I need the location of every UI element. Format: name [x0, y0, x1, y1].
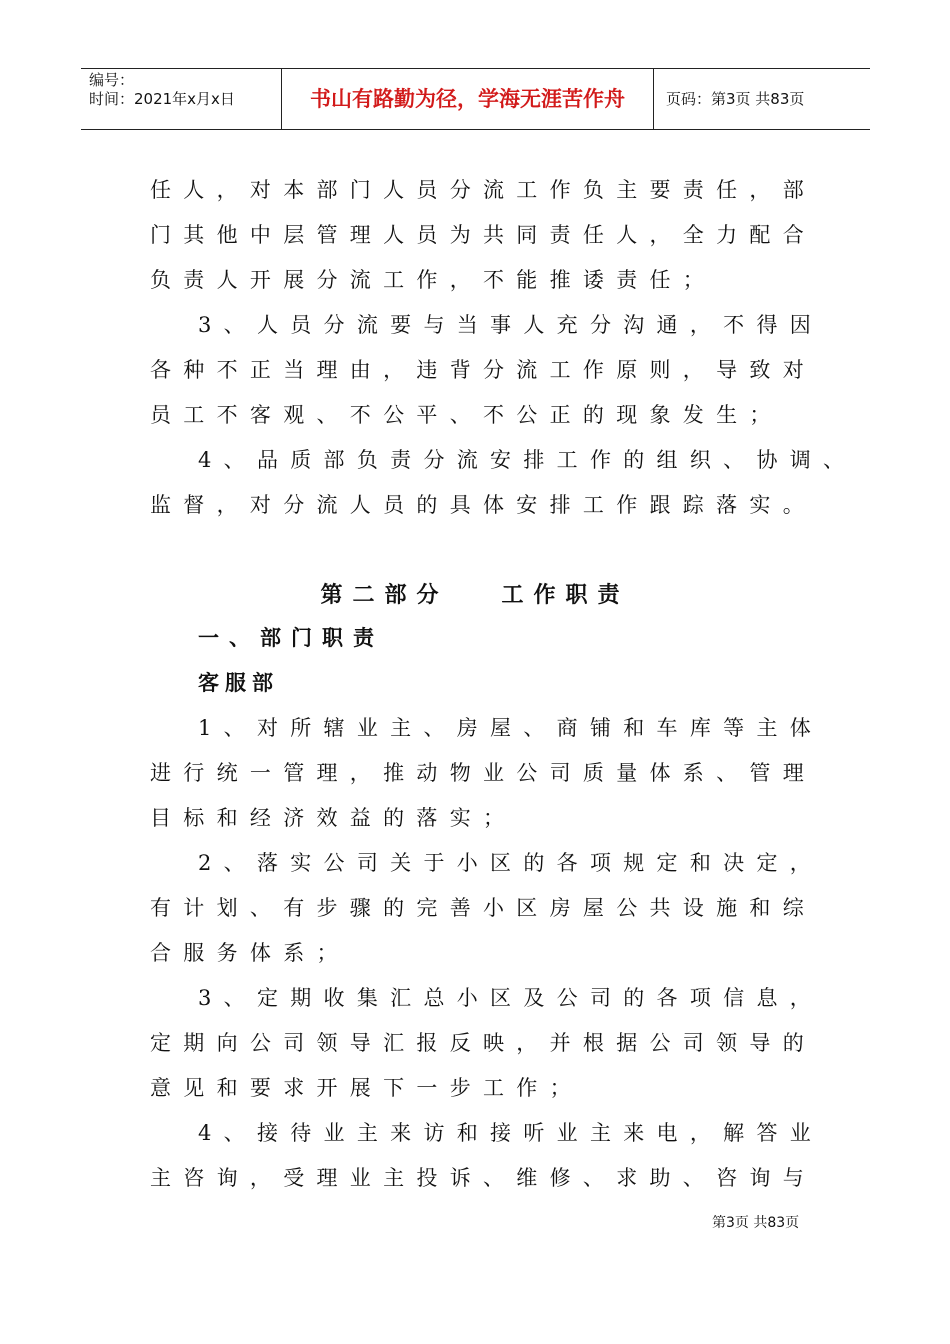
- text-line: 门其他中层管理人员为共同责任人，全力配合: [150, 223, 816, 247]
- document-header: [81, 68, 870, 130]
- department-heading: 客服部: [198, 671, 279, 695]
- text-line: 2、落实公司关于小区的各项规定和决定，: [198, 851, 824, 875]
- text-line: 负责人开展分流工作，不能推诿责任；: [150, 268, 717, 292]
- text-line: 1、对所辖业主、房屋、商铺和车库等主体: [198, 716, 824, 740]
- text-line: 有计划、有步骤的完善小区房屋公共设施和综: [150, 896, 816, 920]
- text-line: 监督，对分流人员的具体安排工作跟踪落实。: [150, 493, 816, 517]
- number-label: 编号：: [89, 71, 135, 89]
- text-line: 定期向公司领导汇报反映，并根据公司领导的: [150, 1031, 816, 1055]
- page-footer: 第3页 共83页: [712, 1215, 800, 1231]
- body-text-bottom: [150, 706, 830, 1201]
- text-line: 3、人员分流要与当事人充分沟通，不得因: [198, 313, 824, 337]
- text-line: 目标和经济效益的落实；: [150, 806, 517, 830]
- body-text-top: [150, 168, 857, 528]
- header-motto: 书山有路勤为径，学海无涯苦作舟: [282, 69, 654, 129]
- text-line: 意见和要求开展下一步工作；: [150, 1076, 583, 1100]
- section-title: 一、部门职责: [198, 626, 384, 650]
- text-line: 3、定期收集汇总小区及公司的各项信息，: [198, 986, 824, 1010]
- text-line: 员工不客观、不公平、不公正的现象发生；: [150, 403, 783, 427]
- time-label: 时间：2021年x月x日: [89, 90, 235, 108]
- part-title: 第二部分 工作职责: [320, 583, 630, 608]
- text-line: 4、品质部负责分流安排工作的组织、协调、: [198, 448, 857, 472]
- text-line: 4、接待业主来访和接听业主来电，解答业: [198, 1121, 824, 1145]
- header-meta: [81, 69, 282, 129]
- text-line: 任人，对本部门人员分流工作负主要责任，部: [150, 178, 816, 202]
- header-page-info: 页码：第3页 共83页: [666, 90, 805, 108]
- text-line: 合服务体系；: [150, 941, 350, 965]
- text-line: 各种不正当理由，违背分流工作原则，导致对: [150, 358, 816, 382]
- text-line: 主咨询，受理业主投诉、维修、求助、咨询与: [150, 1166, 816, 1190]
- text-line: 进行统一管理，推动物业公司质量体系、管理: [150, 761, 816, 785]
